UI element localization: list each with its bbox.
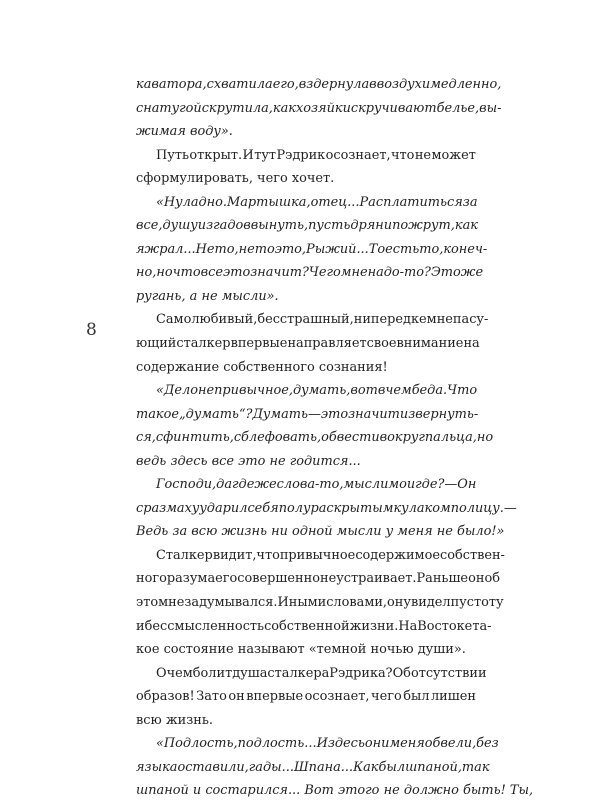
- word: все: [211, 453, 235, 469]
- word: без: [476, 736, 499, 752]
- word: этом: [136, 595, 169, 611]
- word: есть: [385, 241, 420, 257]
- word: О: [156, 665, 167, 681]
- word: не: [436, 312, 453, 328]
- word: гады...: [248, 759, 294, 775]
- word: Шпана...: [293, 759, 354, 775]
- text-line: [136, 638, 476, 662]
- word: так: [461, 759, 490, 775]
- word: перед: [370, 312, 411, 328]
- paragraph: [136, 379, 494, 473]
- word: в: [377, 383, 386, 399]
- word: жизни.: [349, 618, 399, 634]
- word: одной: [292, 524, 333, 540]
- word: оставили,: [177, 759, 249, 775]
- word: же: [460, 265, 484, 281]
- word: мысли: [343, 477, 389, 493]
- word: же: [254, 477, 277, 493]
- word: это: [320, 406, 349, 422]
- word: На: [398, 618, 418, 634]
- word: чем: [385, 383, 412, 399]
- word: размаху: [143, 500, 200, 516]
- text-line: [136, 685, 476, 709]
- word: воздух: [376, 77, 422, 92]
- text-line: [136, 732, 499, 756]
- word: что: [256, 547, 280, 563]
- word: чем: [166, 665, 193, 681]
- word: «Подлость,: [156, 736, 238, 752]
- paragraph: [136, 308, 489, 379]
- word: устраивает.: [336, 571, 417, 587]
- word: вынуть,: [250, 218, 309, 234]
- word: я: [136, 241, 145, 257]
- word: это: [238, 453, 266, 469]
- word: Рэдрика?: [329, 665, 393, 681]
- text-line: [136, 497, 517, 521]
- word: тут: [254, 147, 277, 163]
- text-line: [136, 779, 534, 803]
- text-line: [136, 261, 484, 285]
- word: Ведь: [136, 524, 169, 540]
- word: жрал...: [144, 241, 196, 257]
- word: и: [136, 618, 145, 634]
- word: собствен-: [439, 547, 505, 563]
- word: шпаной: [136, 783, 189, 799]
- word: такое: [136, 406, 179, 422]
- word: мысли: [336, 524, 382, 540]
- text-line: [136, 73, 502, 97]
- word: да: [216, 477, 233, 493]
- word: слова-то,: [276, 477, 344, 493]
- word: свое: [366, 336, 397, 352]
- word: Думать: [252, 406, 309, 422]
- word: то,: [419, 241, 444, 257]
- word: видит,: [212, 547, 257, 563]
- word: «Дело: [156, 383, 198, 399]
- word: где: [232, 477, 255, 493]
- text-line: [136, 615, 492, 639]
- word: но: [156, 265, 173, 281]
- word: Сталкер: [156, 547, 213, 563]
- word: состояние: [163, 642, 234, 658]
- word: кое: [136, 642, 160, 658]
- paragraph: [136, 544, 505, 662]
- word: он: [468, 571, 485, 587]
- word: пожрут,: [392, 218, 455, 234]
- word: белье,: [436, 100, 480, 116]
- word: Рыжий...: [306, 241, 369, 257]
- word: Господи,: [156, 477, 217, 493]
- word: ладно.: [182, 194, 228, 210]
- word: схватила: [206, 77, 273, 92]
- text-line: [136, 144, 476, 168]
- word: Самолюбивый,: [156, 312, 258, 328]
- text-line: [136, 191, 476, 215]
- word: хочет.: [291, 171, 335, 187]
- word: То: [368, 241, 386, 257]
- word: жимая: [136, 124, 186, 140]
- word: значит?: [250, 265, 309, 281]
- word: болит: [192, 665, 233, 681]
- word: здесь: [327, 736, 365, 752]
- text-line: [136, 356, 476, 380]
- word: из: [197, 218, 214, 234]
- word: называют: [237, 642, 305, 658]
- word: увидел: [403, 595, 451, 611]
- word: что: [390, 147, 415, 163]
- word: ведь: [136, 453, 167, 469]
- word: ного: [136, 571, 167, 587]
- word: натугой: [143, 100, 202, 116]
- word: где?: [415, 477, 445, 493]
- text-line: [136, 591, 504, 615]
- word: дряни: [350, 218, 393, 234]
- word: чего: [371, 689, 402, 705]
- word: ся,: [136, 430, 156, 446]
- word: может: [431, 147, 476, 163]
- word: это: [223, 265, 251, 281]
- word: они: [364, 736, 390, 752]
- word: обвести: [321, 430, 380, 446]
- word: совершенно: [237, 571, 320, 587]
- word: —: [444, 477, 458, 493]
- page-number: 8: [86, 320, 97, 340]
- word: ночью: [370, 642, 414, 658]
- word: думать,: [292, 383, 351, 399]
- word: то: [254, 241, 275, 257]
- word: душа: [232, 665, 268, 681]
- word: но: [476, 430, 494, 446]
- word: сознания!: [318, 359, 388, 375]
- word: как: [454, 218, 478, 234]
- paragraph: [136, 473, 517, 544]
- word: за: [462, 194, 478, 210]
- word: это,: [274, 241, 307, 257]
- word: подлость...: [237, 736, 317, 752]
- word: с: [136, 500, 144, 516]
- word: —: [503, 500, 517, 516]
- word: жизнь: [221, 524, 267, 540]
- word: „думать“?: [179, 406, 253, 422]
- paragraph: [136, 191, 488, 309]
- word: Как: [353, 759, 379, 775]
- word: пасу-: [452, 312, 489, 328]
- word: воду».: [190, 124, 233, 140]
- word: отец...: [310, 194, 360, 210]
- word: содержание: [136, 359, 220, 375]
- word: пусть: [308, 218, 351, 234]
- paragraph: [136, 73, 502, 144]
- text-line: [136, 520, 505, 544]
- word: лицу.: [466, 500, 504, 516]
- word: меня: [397, 524, 433, 540]
- word: —: [308, 406, 321, 422]
- text-line: [136, 403, 479, 427]
- word: и: [192, 783, 202, 799]
- word: кулаком: [393, 500, 451, 516]
- word: Рэдрик: [276, 147, 326, 163]
- word: направляет: [287, 336, 367, 352]
- word: обвели,: [424, 736, 477, 752]
- word: состарился...: [205, 783, 301, 799]
- word: и: [421, 77, 431, 92]
- word: языка: [136, 759, 178, 775]
- text-line: [136, 567, 500, 591]
- text-line: [136, 709, 476, 733]
- word: полураскрытым: [278, 500, 394, 516]
- word: меня: [389, 736, 425, 752]
- word: не: [269, 453, 286, 469]
- word: мне: [340, 265, 368, 281]
- word: каватора,: [136, 77, 207, 92]
- word: значит: [348, 406, 400, 422]
- word: Путь: [156, 147, 189, 163]
- paragraph: [136, 144, 476, 191]
- word: мысли».: [221, 288, 279, 304]
- word: вот: [350, 383, 378, 399]
- word: скручивают: [350, 100, 437, 116]
- word: был: [378, 759, 406, 775]
- word: на: [463, 336, 480, 352]
- word: быть!: [463, 783, 506, 799]
- word: должно: [403, 783, 459, 799]
- word: бессмысленность: [144, 618, 265, 634]
- word: Расплатиться: [359, 194, 463, 210]
- word: всю: [136, 712, 162, 728]
- text-line: [136, 662, 487, 686]
- word: впервые: [230, 336, 288, 352]
- word: он: [228, 689, 245, 705]
- word: Об: [392, 665, 411, 681]
- text-line: [136, 332, 480, 356]
- word: чего: [257, 171, 288, 187]
- text-line: [136, 120, 476, 144]
- word: скрутила,: [201, 100, 273, 116]
- text-line: [136, 473, 476, 497]
- word: вы-: [479, 100, 502, 116]
- word: беда.: [411, 383, 448, 399]
- word: та-: [472, 618, 492, 634]
- word: все: [200, 265, 223, 281]
- word: Востоке: [417, 618, 473, 634]
- word: сталкера: [267, 665, 330, 681]
- word: у: [385, 524, 394, 540]
- text-line: [136, 167, 476, 191]
- text-line: [136, 379, 476, 403]
- word: вздернула: [298, 77, 370, 92]
- word: гадов: [213, 218, 251, 234]
- word: а: [189, 288, 198, 304]
- word: Он: [457, 477, 477, 493]
- word: не: [436, 524, 453, 540]
- word: И: [316, 736, 328, 752]
- word: в: [369, 77, 377, 92]
- word: мои: [388, 477, 416, 493]
- word: душу: [162, 218, 198, 234]
- word: души».: [417, 642, 466, 658]
- word: ругань,: [136, 288, 186, 304]
- word: то,: [214, 241, 239, 257]
- word: содержимое: [355, 547, 440, 563]
- word: извернуть-: [399, 406, 479, 422]
- word: Не: [195, 241, 215, 257]
- word: не: [414, 147, 432, 163]
- word: за: [172, 524, 188, 540]
- word: он: [387, 595, 404, 611]
- word: по: [450, 500, 467, 516]
- word: был: [403, 689, 430, 705]
- text-line: [136, 756, 490, 780]
- word: ударил: [199, 500, 248, 516]
- word: всю: [191, 524, 218, 540]
- word: ни: [271, 524, 288, 540]
- body-text: [136, 73, 534, 803]
- word: было!»: [457, 524, 505, 540]
- word: не: [383, 783, 400, 799]
- word: надо-то?: [367, 265, 431, 281]
- word: как: [272, 100, 296, 116]
- word: не: [319, 571, 337, 587]
- word: не: [168, 595, 185, 611]
- text-line: [136, 285, 476, 309]
- word: осознает,: [325, 147, 391, 163]
- word: открыт.: [189, 147, 243, 163]
- word: об: [484, 571, 500, 587]
- word: здесь: [170, 453, 208, 469]
- word: внимание: [396, 336, 464, 352]
- word: вокруг: [379, 430, 425, 446]
- word: себя: [247, 500, 279, 516]
- word: его,: [272, 77, 299, 92]
- word: собственного: [223, 359, 315, 375]
- word: пальца,: [424, 430, 477, 446]
- word: сблефовать,: [233, 430, 322, 446]
- word: с: [136, 100, 144, 116]
- word: пустоту: [450, 595, 504, 611]
- word: Это: [430, 265, 461, 281]
- word: Зато: [196, 689, 227, 705]
- text-line: [136, 214, 476, 238]
- word: не: [238, 241, 255, 257]
- word: ни: [353, 312, 371, 328]
- paragraph: [136, 732, 534, 803]
- word: лишен: [430, 689, 476, 705]
- text-line: [136, 426, 494, 450]
- word: «Ну: [156, 194, 183, 210]
- word: непривычное,: [197, 383, 293, 399]
- word: но,: [136, 265, 157, 281]
- text-line: [136, 97, 502, 121]
- word: этого: [337, 783, 380, 799]
- word: конеч-: [443, 241, 488, 257]
- word: бесстрашный,: [257, 312, 354, 328]
- word: впервые: [246, 689, 304, 705]
- paragraph: [136, 662, 487, 733]
- word: все,: [136, 218, 163, 234]
- word: ющий: [136, 336, 177, 352]
- word: задумывался.: [184, 595, 278, 611]
- word: отсутствии: [410, 665, 487, 681]
- word: кем: [410, 312, 437, 328]
- word: годится...: [289, 453, 361, 469]
- word: словами,: [326, 595, 388, 611]
- word: Раньше: [416, 571, 469, 587]
- text-line: [136, 308, 489, 332]
- word: его: [215, 571, 238, 587]
- word: шпаной,: [405, 759, 462, 775]
- text-line: [136, 238, 488, 262]
- word: «темной: [308, 642, 367, 658]
- word: привычное: [279, 547, 356, 563]
- word: что: [172, 265, 201, 281]
- word: хозяйки: [295, 100, 351, 116]
- word: жизнь.: [165, 712, 214, 728]
- text-line: [136, 544, 505, 568]
- word: Чего: [308, 265, 341, 281]
- word: Ты,: [509, 783, 534, 799]
- word: Иными: [277, 595, 327, 611]
- word: сфинтить,: [155, 430, 234, 446]
- word: разума: [166, 571, 216, 587]
- word: Вот: [304, 783, 334, 799]
- word: Мартышка,: [227, 194, 311, 210]
- word: сталкер: [176, 336, 231, 352]
- word: собственной: [264, 618, 350, 634]
- word: образов!: [136, 689, 195, 705]
- word: Что: [447, 383, 478, 399]
- word: не: [201, 288, 218, 304]
- word: медленно,: [430, 77, 502, 92]
- word: И: [242, 147, 254, 163]
- word: осознает,: [304, 689, 370, 705]
- word: сформулировать,: [136, 171, 253, 187]
- text-line: [136, 450, 476, 474]
